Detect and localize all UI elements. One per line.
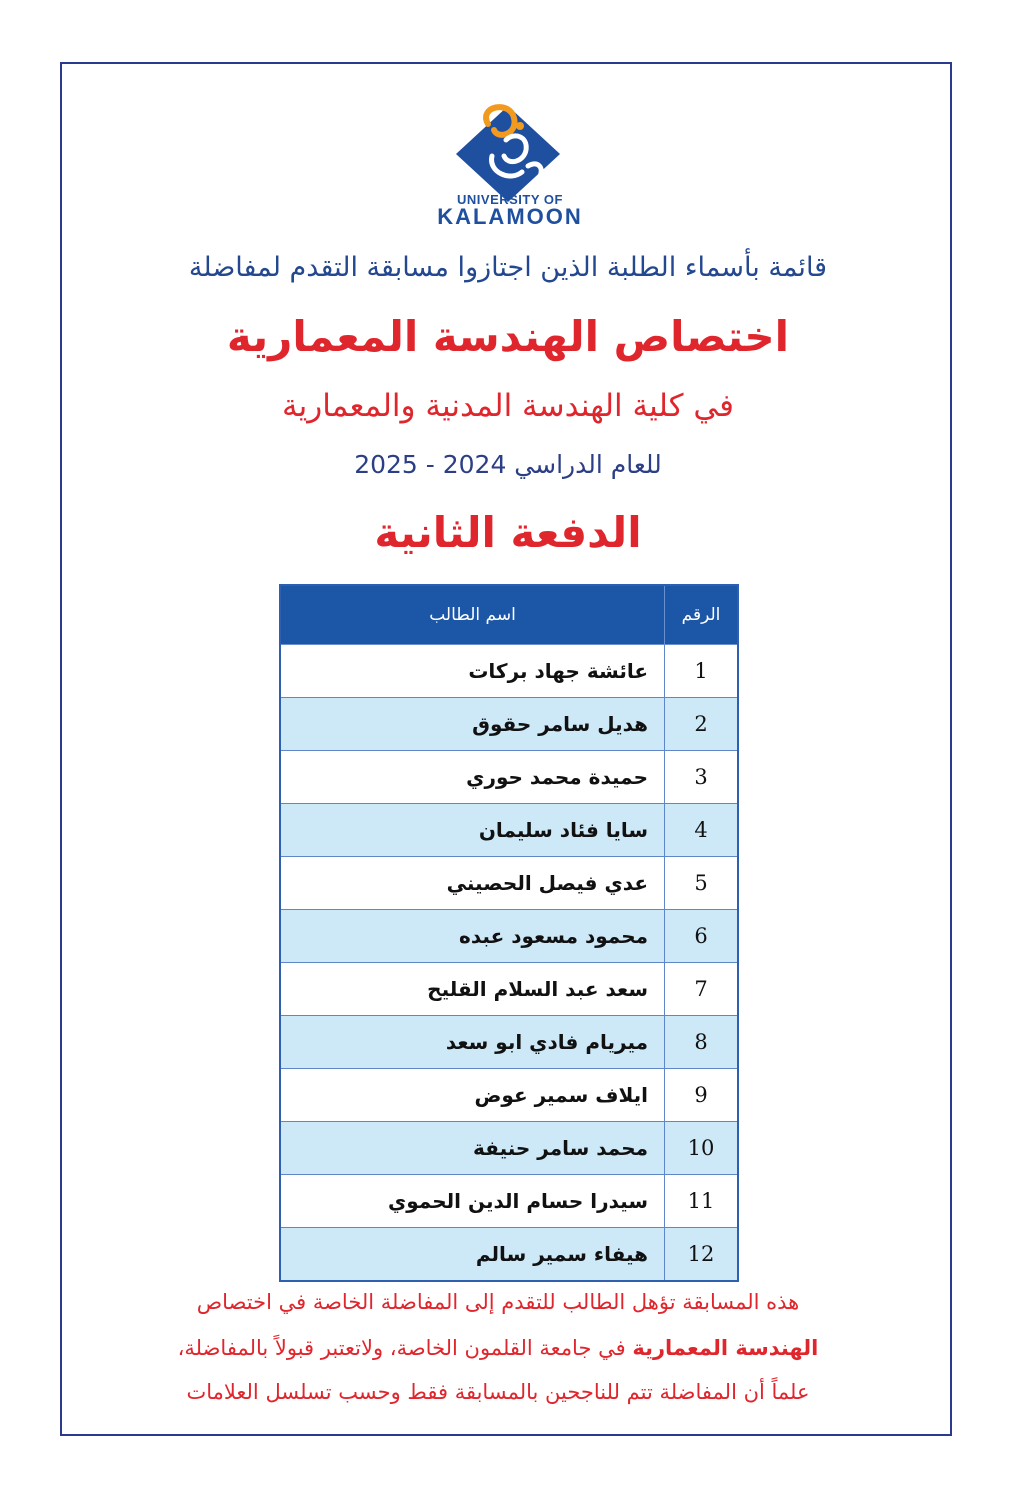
row-name: ايلاف سمير عوض (280, 1069, 665, 1122)
table-row (280, 751, 738, 804)
row-name: عدي فيصل الحصيني (280, 857, 665, 910)
row-number: 7 (665, 963, 739, 1016)
logo-text-university-of: UNIVERSITY OF (457, 192, 563, 207)
table-row (280, 645, 738, 698)
row-number: 11 (665, 1175, 739, 1228)
row-number: 10 (665, 1122, 739, 1175)
row-name: سيدرا حسام الدين الحموي (280, 1175, 665, 1228)
table-row (280, 804, 738, 857)
heading-list-title: قائمة بأسماء الطلبة الذين اجتازوا مسابقة التقدم لمفاضلة (188, 252, 828, 283)
heading-academic-year: للعام الدراسي 2024 - 2025 (354, 450, 662, 479)
table-header-row (280, 585, 738, 645)
row-name: سعد عبد السلام القليح (280, 963, 665, 1016)
footer-note-line2-rest: في جامعة القلمون الخاصة، ولاتعتبر قبولاً بالمفاضلة، (177, 1336, 633, 1360)
header-name: اسم الطالب (280, 585, 665, 645)
row-name: عائشة جهاد بركات (280, 645, 665, 698)
row-name: هيفاء سمير سالم (280, 1228, 665, 1282)
table-row (280, 1228, 738, 1282)
footer-specialization-bold: الهندسة المعمارية (632, 1336, 819, 1360)
row-name: محمد سامر حنيفة (280, 1122, 665, 1175)
row-name: حميدة محمد حوري (280, 751, 665, 804)
table-row (280, 857, 738, 910)
row-number: 5 (665, 857, 739, 910)
row-number: 1 (665, 645, 739, 698)
row-name: سايا فئاد سليمان (280, 804, 665, 857)
header-number: الرقم (665, 585, 739, 645)
students-table (279, 584, 739, 1282)
row-number: 6 (665, 910, 739, 963)
table-row (280, 1016, 738, 1069)
table-row (280, 910, 738, 963)
row-number: 12 (665, 1228, 739, 1282)
footer-note-line2 (90, 1336, 906, 1360)
heading-batch: الدفعة الثانية (374, 508, 642, 557)
table-row (280, 1069, 738, 1122)
footer-note-line1: هذه المسابقة تؤهل الطالب للتقدم إلى المفاضلة الخاصة في اختصاص (196, 1290, 800, 1314)
table-row (280, 1122, 738, 1175)
row-number: 8 (665, 1016, 739, 1069)
row-number: 3 (665, 751, 739, 804)
row-name: ميريام فادي ابو سعد (280, 1016, 665, 1069)
heading-faculty: في كلية الهندسة المدنية والمعمارية (282, 388, 734, 424)
row-name: هديل سامر حقوق (280, 698, 665, 751)
heading-specialization: اختصاص الهندسة المعمارية (226, 312, 790, 361)
row-number: 2 (665, 698, 739, 751)
row-name: محمود مسعود عبده (280, 910, 665, 963)
row-number: 4 (665, 804, 739, 857)
table-row (280, 698, 738, 751)
table-row (280, 1175, 738, 1228)
logo-text-kalamoon: KALAMOON (437, 204, 583, 229)
footer-note-line3: علماً أن المفاضلة تتم للناجحين بالمسابقة فقط وحسب تسلسل العلامات (186, 1380, 810, 1404)
table-row (280, 963, 738, 1016)
row-number: 9 (665, 1069, 739, 1122)
